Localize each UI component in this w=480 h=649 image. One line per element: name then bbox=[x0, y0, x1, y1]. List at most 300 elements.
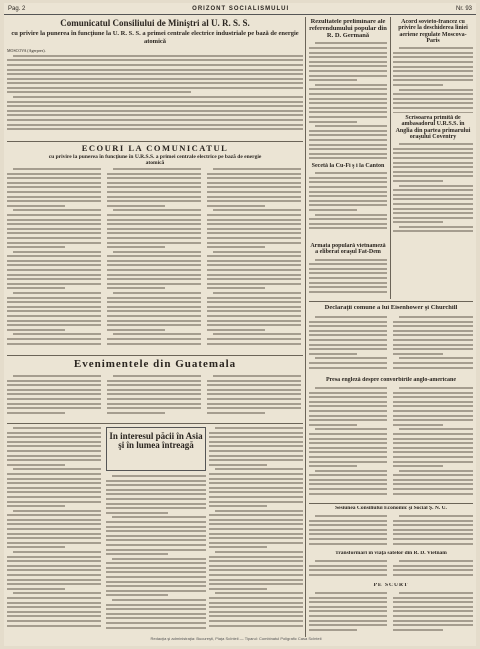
ecouri-column-2 bbox=[107, 168, 201, 347]
text-line bbox=[106, 553, 168, 555]
text-line bbox=[393, 189, 473, 191]
text-line bbox=[209, 537, 303, 539]
page-footer: Redacţia şi administraţia: Bucureşti, Piaţa Scînteii — Tiparul: Combinatul Poligrafic Casa Scînteii bbox=[150, 636, 322, 641]
text-line bbox=[209, 565, 303, 567]
text-line bbox=[107, 255, 201, 257]
text-line bbox=[393, 84, 443, 86]
text-line bbox=[209, 491, 303, 493]
text-line bbox=[7, 487, 101, 489]
text-line bbox=[393, 392, 473, 394]
issue-number: Nr. 93 bbox=[455, 5, 472, 12]
text-line bbox=[393, 166, 473, 168]
short-news-column-2 bbox=[393, 592, 473, 633]
text-line bbox=[393, 212, 473, 214]
asia-title: In interesul păcii în Asia şi în lumea întreagă bbox=[109, 431, 203, 451]
text-line bbox=[393, 488, 473, 490]
text-line bbox=[309, 277, 387, 279]
text-line bbox=[309, 272, 387, 274]
text-line bbox=[113, 209, 201, 211]
newspaper-page bbox=[4, 3, 476, 646]
text-line bbox=[13, 96, 303, 98]
text-line bbox=[107, 297, 201, 299]
text-line bbox=[107, 191, 201, 193]
text-line bbox=[207, 306, 301, 308]
text-line bbox=[309, 130, 387, 132]
lead-dateline: MOSCOVA (Agerpres). bbox=[7, 47, 46, 53]
text-line bbox=[207, 219, 301, 221]
text-line bbox=[7, 274, 101, 276]
asia-article bbox=[106, 475, 206, 635]
text-line bbox=[107, 196, 201, 198]
text-line bbox=[393, 367, 473, 369]
text-line bbox=[315, 357, 387, 359]
text-line bbox=[393, 203, 473, 205]
text-line bbox=[207, 301, 301, 303]
text-line bbox=[112, 558, 206, 560]
guatemala-article bbox=[7, 359, 303, 421]
text-line bbox=[7, 464, 65, 466]
guatemala-column-1 bbox=[7, 375, 101, 416]
text-line bbox=[107, 324, 201, 326]
text-line bbox=[393, 152, 473, 154]
text-line bbox=[13, 551, 101, 553]
text-line bbox=[309, 111, 387, 113]
text-line bbox=[106, 526, 206, 528]
text-line bbox=[309, 107, 387, 109]
text-line bbox=[107, 315, 201, 317]
text-line bbox=[7, 214, 101, 216]
text-line bbox=[7, 583, 101, 585]
text-line bbox=[7, 436, 101, 438]
text-line bbox=[7, 269, 101, 271]
text-line bbox=[7, 407, 101, 409]
text-line bbox=[309, 529, 387, 531]
masthead bbox=[4, 3, 476, 15]
text-line bbox=[7, 191, 101, 193]
text-line bbox=[107, 384, 201, 386]
guatemala-column-3 bbox=[207, 375, 301, 416]
text-line bbox=[209, 432, 303, 434]
text-line bbox=[309, 325, 387, 327]
text-line bbox=[309, 56, 387, 58]
text-line bbox=[7, 283, 101, 285]
text-line bbox=[399, 387, 473, 389]
text-line bbox=[7, 78, 303, 80]
text-line bbox=[7, 91, 191, 93]
accord-body-text bbox=[393, 47, 473, 113]
text-line bbox=[393, 410, 473, 412]
continued-text bbox=[7, 427, 101, 627]
text-line bbox=[7, 505, 65, 507]
text-line bbox=[309, 177, 387, 179]
text-line bbox=[399, 428, 473, 430]
text-line bbox=[215, 427, 303, 429]
text-line bbox=[209, 611, 303, 613]
text-line bbox=[393, 419, 473, 421]
text-line bbox=[315, 125, 387, 127]
text-line bbox=[107, 219, 201, 221]
text-line bbox=[106, 521, 206, 523]
text-line bbox=[309, 65, 387, 67]
germany-title: Rezultatele preliminare ale referendumului popular din R. D. Germană bbox=[309, 19, 387, 39]
text-line bbox=[213, 209, 301, 211]
text-line bbox=[309, 615, 387, 617]
text-line bbox=[209, 574, 303, 576]
text-line bbox=[106, 627, 206, 629]
text-line bbox=[393, 569, 473, 571]
text-line bbox=[7, 403, 101, 405]
text-line bbox=[7, 597, 101, 599]
text-line bbox=[207, 324, 301, 326]
text-line bbox=[399, 560, 473, 562]
text-line bbox=[309, 139, 387, 141]
text-line bbox=[309, 268, 387, 270]
text-line bbox=[7, 101, 303, 103]
text-line bbox=[7, 432, 101, 434]
text-line bbox=[309, 75, 387, 77]
text-line bbox=[7, 297, 101, 299]
text-line bbox=[7, 306, 101, 308]
text-line bbox=[7, 533, 101, 535]
text-line bbox=[393, 52, 473, 54]
accord-article bbox=[393, 19, 473, 113]
text-line bbox=[309, 569, 387, 571]
text-line bbox=[393, 565, 473, 567]
text-line bbox=[207, 223, 301, 225]
text-line bbox=[309, 606, 387, 608]
text-line bbox=[7, 128, 303, 130]
text-line bbox=[7, 110, 303, 112]
text-line bbox=[393, 574, 473, 576]
text-line bbox=[13, 292, 101, 294]
text-line bbox=[309, 629, 357, 631]
text-line bbox=[393, 348, 473, 350]
text-line bbox=[13, 55, 303, 57]
short-news bbox=[309, 583, 473, 635]
text-line bbox=[207, 228, 301, 230]
text-line bbox=[309, 61, 387, 63]
section-divider bbox=[7, 355, 303, 356]
text-line bbox=[309, 479, 387, 481]
text-line bbox=[309, 79, 357, 81]
text-line bbox=[7, 611, 101, 613]
text-line bbox=[107, 269, 201, 271]
press-title: Presa engleză despre convorbirile anglo-americane bbox=[325, 377, 457, 383]
text-line bbox=[107, 278, 201, 280]
text-line bbox=[107, 177, 201, 179]
text-line bbox=[209, 478, 303, 480]
page-number: Pag. 2 bbox=[8, 5, 26, 12]
text-line bbox=[7, 491, 101, 493]
text-line bbox=[393, 217, 473, 219]
text-line bbox=[207, 278, 301, 280]
text-line bbox=[209, 519, 303, 521]
text-line bbox=[309, 392, 387, 394]
text-line bbox=[107, 237, 201, 239]
text-line bbox=[7, 124, 303, 126]
text-line bbox=[207, 177, 301, 179]
text-line bbox=[315, 387, 387, 389]
text-line bbox=[315, 515, 387, 517]
asia-body-text bbox=[106, 475, 206, 629]
text-line bbox=[107, 214, 201, 216]
text-line bbox=[309, 209, 357, 211]
ecouri-section bbox=[7, 144, 303, 354]
text-line bbox=[7, 105, 303, 107]
text-line bbox=[393, 456, 473, 458]
text-line bbox=[393, 401, 473, 403]
text-line bbox=[106, 576, 206, 578]
text-line bbox=[399, 470, 473, 472]
asia-headline-box bbox=[106, 427, 206, 471]
text-line bbox=[13, 209, 101, 211]
text-line bbox=[309, 451, 387, 453]
accord-title: Acord sovieto-francez cu privire la deschiderea liniei aeriene regulate Moscova-Paris bbox=[398, 19, 468, 44]
text-line bbox=[13, 333, 101, 335]
germany-body-text bbox=[309, 42, 387, 159]
guatemala-column-2 bbox=[107, 375, 201, 416]
text-line bbox=[393, 461, 473, 463]
text-line bbox=[7, 329, 65, 331]
text-line bbox=[7, 556, 101, 558]
text-line bbox=[209, 496, 303, 498]
text-line bbox=[209, 514, 303, 516]
text-line bbox=[106, 535, 206, 537]
text-line bbox=[207, 403, 301, 405]
text-line bbox=[309, 474, 387, 476]
text-line bbox=[399, 185, 473, 187]
text-line bbox=[209, 436, 303, 438]
text-line bbox=[309, 597, 387, 599]
text-line bbox=[207, 398, 301, 400]
text-line bbox=[213, 251, 301, 253]
guatemala-title: Evenimentele din Guatemala bbox=[73, 359, 237, 370]
text-line bbox=[207, 343, 301, 345]
text-line bbox=[7, 389, 101, 391]
text-line bbox=[7, 560, 101, 562]
text-line bbox=[112, 516, 206, 518]
text-line bbox=[7, 606, 101, 608]
text-line bbox=[106, 585, 206, 587]
text-line bbox=[309, 291, 387, 293]
text-line bbox=[393, 629, 443, 631]
churchill-column-1 bbox=[309, 316, 387, 371]
text-line bbox=[7, 182, 101, 184]
text-line bbox=[106, 507, 206, 509]
text-line bbox=[309, 181, 387, 183]
text-line bbox=[209, 583, 303, 585]
text-line bbox=[209, 523, 303, 525]
text-line bbox=[309, 223, 387, 225]
text-line bbox=[309, 134, 387, 136]
text-line bbox=[309, 456, 387, 458]
text-line bbox=[106, 608, 206, 610]
text-line bbox=[113, 251, 201, 253]
text-line bbox=[213, 292, 301, 294]
text-line bbox=[209, 569, 303, 571]
text-line bbox=[107, 398, 201, 400]
text-line bbox=[7, 473, 101, 475]
text-line bbox=[309, 186, 387, 188]
letter-body-text bbox=[393, 143, 473, 235]
text-line bbox=[215, 510, 303, 512]
text-line bbox=[393, 102, 473, 104]
text-line bbox=[107, 173, 201, 175]
text-line bbox=[209, 615, 303, 617]
text-line bbox=[393, 620, 473, 622]
text-line bbox=[209, 546, 267, 548]
text-line bbox=[7, 310, 101, 312]
text-line bbox=[107, 287, 165, 289]
text-line bbox=[309, 415, 387, 417]
text-line bbox=[393, 479, 473, 481]
canton-article bbox=[309, 163, 387, 241]
text-line bbox=[7, 519, 101, 521]
text-line bbox=[393, 597, 473, 599]
text-line bbox=[309, 410, 387, 412]
text-line bbox=[107, 223, 201, 225]
text-line bbox=[7, 501, 101, 503]
letter-article bbox=[393, 115, 473, 235]
text-line bbox=[7, 496, 101, 498]
text-line bbox=[7, 200, 101, 202]
text-line bbox=[107, 407, 201, 409]
text-line bbox=[393, 362, 473, 364]
text-line bbox=[393, 601, 473, 603]
text-line bbox=[399, 592, 473, 594]
text-line bbox=[393, 451, 473, 453]
text-line bbox=[399, 515, 473, 517]
text-line bbox=[393, 529, 473, 531]
text-line bbox=[106, 613, 206, 615]
text-line bbox=[209, 556, 303, 558]
text-line bbox=[309, 227, 387, 229]
text-line bbox=[107, 338, 201, 340]
text-line bbox=[7, 264, 101, 266]
text-line bbox=[106, 567, 206, 569]
text-line bbox=[7, 574, 101, 576]
text-line bbox=[107, 246, 165, 248]
text-line bbox=[207, 274, 301, 276]
text-line bbox=[13, 251, 101, 253]
text-line bbox=[309, 263, 387, 265]
text-line bbox=[7, 219, 101, 221]
press-column-1 bbox=[309, 387, 387, 497]
vietnam-column-2 bbox=[393, 560, 473, 578]
text-line bbox=[393, 148, 473, 150]
text-line bbox=[107, 205, 165, 207]
text-line bbox=[7, 173, 101, 175]
section-divider bbox=[309, 503, 473, 504]
text-line bbox=[309, 401, 387, 403]
text-line bbox=[106, 571, 206, 573]
text-line bbox=[209, 560, 303, 562]
text-line bbox=[7, 343, 101, 345]
text-line bbox=[207, 182, 301, 184]
text-line bbox=[309, 93, 387, 95]
text-line bbox=[393, 524, 473, 526]
text-line bbox=[309, 286, 387, 288]
text-line bbox=[207, 393, 301, 395]
asia-article-continued bbox=[209, 427, 303, 635]
section-divider bbox=[7, 141, 303, 142]
text-line bbox=[393, 442, 473, 444]
guatemala-continued bbox=[7, 427, 101, 635]
text-line bbox=[106, 549, 206, 551]
germany-article bbox=[309, 19, 387, 159]
text-line bbox=[107, 264, 201, 266]
text-line bbox=[209, 505, 267, 507]
text-line bbox=[393, 396, 473, 398]
text-line bbox=[207, 264, 301, 266]
text-line bbox=[309, 488, 387, 490]
text-line bbox=[393, 175, 473, 177]
text-line bbox=[107, 242, 201, 244]
text-line bbox=[7, 255, 101, 257]
text-line bbox=[309, 344, 387, 346]
text-line bbox=[209, 620, 303, 622]
text-line bbox=[315, 42, 387, 44]
text-line bbox=[207, 242, 301, 244]
text-line bbox=[7, 384, 101, 386]
text-line bbox=[209, 455, 303, 457]
text-line bbox=[107, 412, 165, 414]
text-line bbox=[309, 483, 387, 485]
text-line bbox=[106, 617, 206, 619]
text-line bbox=[393, 615, 473, 617]
text-line bbox=[309, 405, 387, 407]
text-line bbox=[107, 389, 201, 391]
press-column-2 bbox=[393, 387, 473, 497]
text-line bbox=[393, 433, 473, 435]
text-line bbox=[107, 283, 201, 285]
text-line bbox=[309, 419, 387, 421]
text-line bbox=[7, 441, 101, 443]
text-line bbox=[7, 64, 303, 66]
text-line bbox=[209, 450, 303, 452]
churchill-title: Declaraţii comune a lui Eisenhower şi Churchill bbox=[324, 305, 458, 311]
text-line bbox=[107, 274, 201, 276]
text-line bbox=[207, 237, 301, 239]
text-line bbox=[309, 121, 357, 123]
ecouri-column-1 bbox=[7, 168, 101, 347]
text-line bbox=[207, 287, 265, 289]
text-line bbox=[309, 157, 387, 159]
text-line bbox=[209, 579, 303, 581]
text-line bbox=[393, 171, 473, 173]
text-line bbox=[393, 447, 473, 449]
text-line bbox=[309, 195, 387, 197]
text-line bbox=[106, 489, 206, 491]
text-line bbox=[107, 403, 201, 405]
text-line bbox=[113, 333, 201, 335]
lead-article bbox=[7, 19, 303, 139]
text-line bbox=[393, 75, 473, 77]
text-line bbox=[207, 200, 301, 202]
text-line bbox=[215, 551, 303, 553]
text-line bbox=[13, 427, 101, 429]
text-line bbox=[393, 162, 473, 164]
text-line bbox=[7, 393, 101, 395]
text-line bbox=[209, 482, 303, 484]
text-line bbox=[209, 533, 303, 535]
text-line bbox=[209, 501, 303, 503]
churchill-article bbox=[309, 305, 473, 375]
text-line bbox=[7, 455, 101, 457]
text-line bbox=[7, 119, 303, 121]
vietnam-article bbox=[309, 551, 473, 581]
lead-body-text bbox=[7, 55, 303, 131]
